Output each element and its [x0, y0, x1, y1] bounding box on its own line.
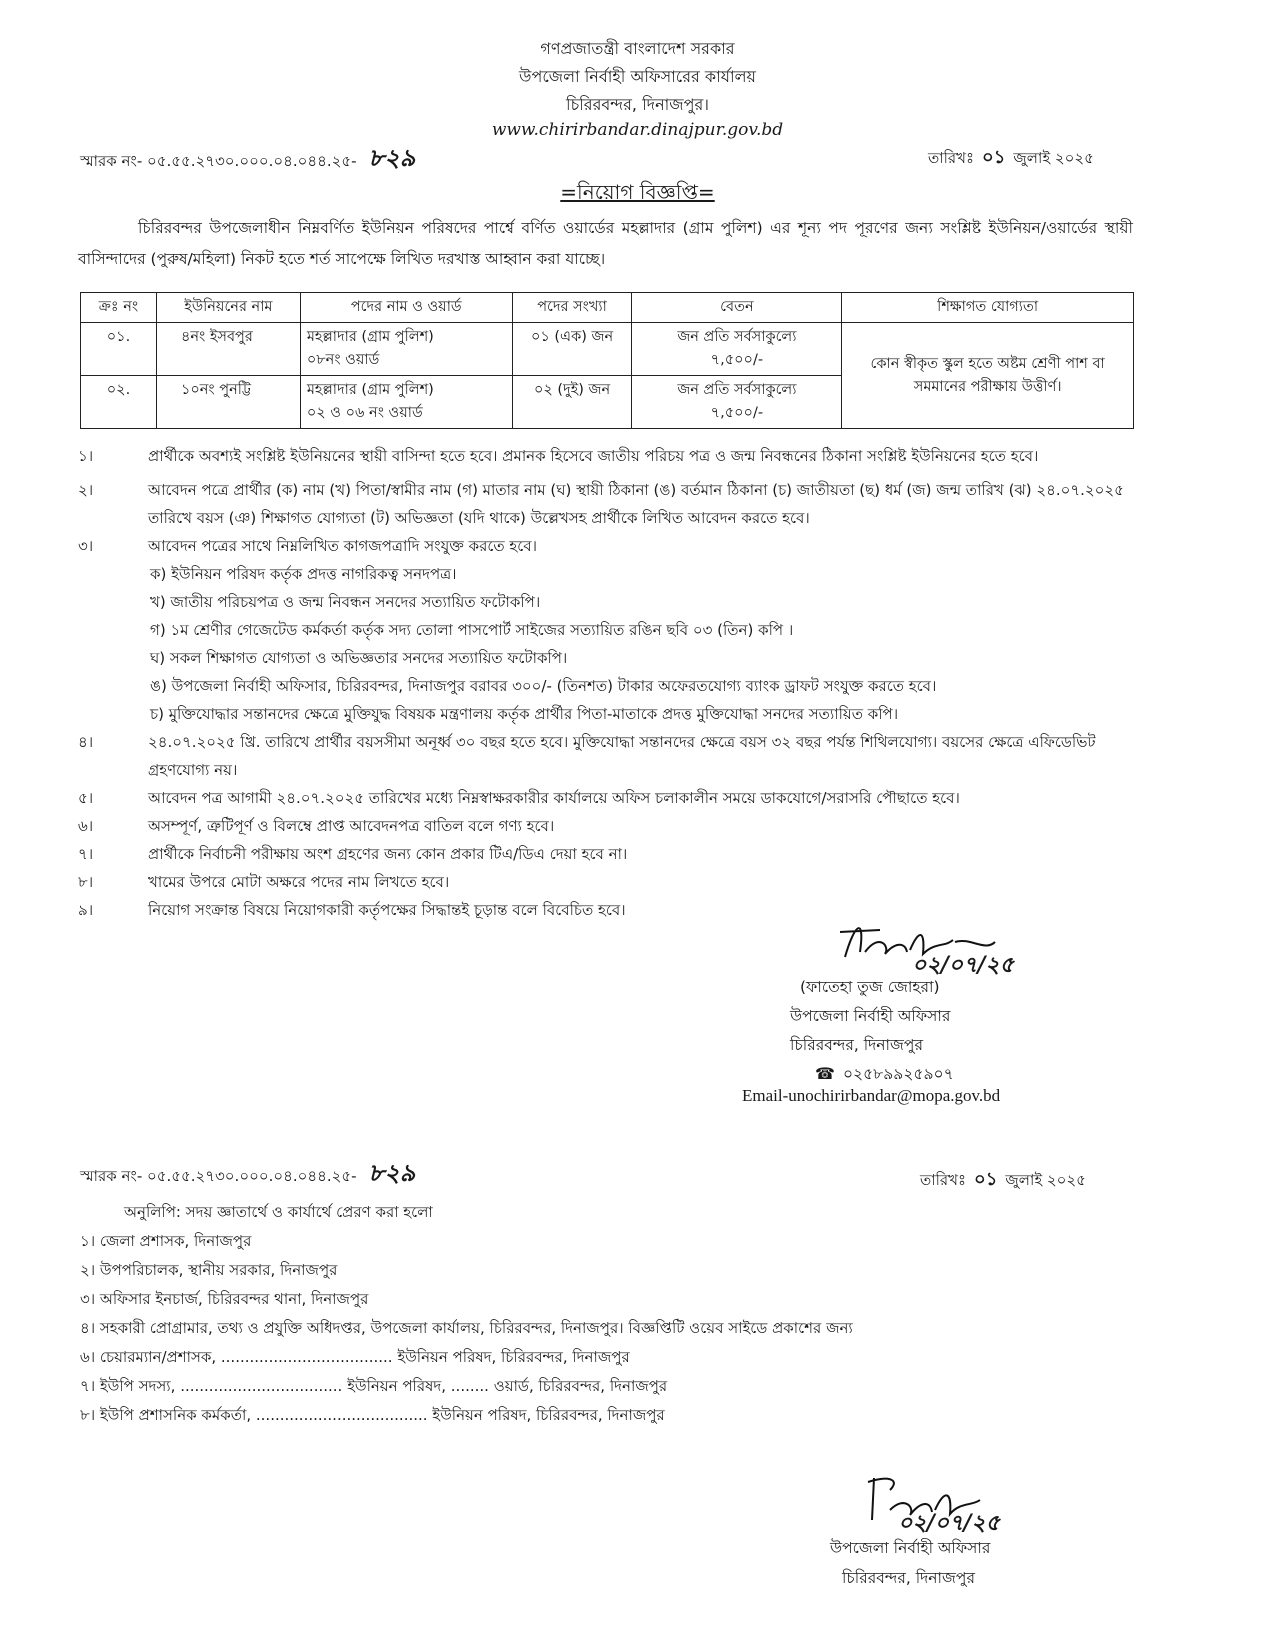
website-link[interactable]: www.chirirbandar.dinajpur.gov.bd: [491, 120, 784, 140]
copy-item: ৭। ইউপি সদস্য, .................................. ইউনিয়ন পরিষদ, ........ ওয়ার্ড, চিরিরবন্দর, দিনাজপুর: [80, 1377, 668, 1395]
copy-ref-handwritten: ৮২৯: [368, 1158, 416, 1187]
condition-text: আবেদন পত্রের সাথে নিম্নলিখিত কাগজপত্রাদি সংযুক্ত করতে হবে।: [148, 537, 538, 555]
govt-name: গণপ্রজাতন্ত্রী বাংলাদেশ সরকার: [540, 39, 735, 58]
phone-number: ০২৫৮৯৯২৫৯০৭: [842, 1065, 954, 1083]
condition-number: ৬।: [78, 817, 94, 835]
post-name: মহল্লাদার (গ্রাম পুলিশ): [306, 382, 434, 398]
signatory-phone: [815, 1059, 954, 1089]
cell-post: [300, 376, 512, 429]
col-header-post: পদের নাম ও ওয়ার্ড: [300, 293, 512, 323]
vacancy-table: [80, 292, 1134, 429]
condition-number: ৯।: [78, 901, 94, 919]
attachment-item: ক) ইউনিয়ন পরিষদ কর্তৃক প্রদত্ত নাগরিকত্ব সনদপত্র।: [150, 565, 457, 583]
signatory-email[interactable]: Email-unochirirbandar@mopa.gov.bd: [742, 1086, 1001, 1105]
col-header-count: পদের সংখ্যা: [512, 293, 632, 323]
post-ward: ০৮নং ওয়ার্ড: [306, 352, 380, 368]
attachment-item: ঙ) উপজেলা নির্বাহী অফিসার, চিরিরবন্দর, দিনাজপুর বরাবর ৩০০/- (তিনশত) টাকার অফেরতযোগ্য ব্যাংক ড্রাফট সংযুক্ত করতে হবে।: [150, 677, 937, 695]
condition-text: আবেদন পত্রে প্রার্থীর (ক) নাম (খ) পিতা/স্বামীর নাম (গ) মাতার নাম (ঘ) স্থায়ী ঠিকানা (ঙ) বর্তমান ঠিকানা (চ) জাতীয়তা (ছ) ধর্ম (জ) জন্ম তারিখ (ঝ) ২৪.০৭.২০২৫ তারিখে বয়স (ঞ) শিক্ষাগত যোগ্যতা (ট) অভিজ্ঞতা (যদি থাকে) উল্লেখসহ প্রার্থীকে লিখিত আবেদন করতে হবে।: [148, 481, 1124, 527]
memo-ref-handwritten: ৮২৯: [368, 143, 416, 172]
salary-label: জন প্রতি সর্বসাকুল্যে: [677, 329, 797, 345]
condition-text: নিয়োগ সংক্রান্ত বিষয়ে নিয়োগকারী কর্তৃপক্ষের সিদ্ধান্তই চূড়ান্ত বলে বিবেচিত হবে।: [148, 901, 626, 919]
condition-item: [78, 784, 1138, 812]
memo-date-rest: জুলাই ২০২৫: [1013, 149, 1094, 167]
cell-union: ৪নং ইসবপুর: [156, 323, 300, 376]
condition-number: ৩।: [78, 537, 94, 555]
cell-salary: [632, 323, 842, 376]
cell-post: [300, 323, 512, 376]
conditions-list: [78, 442, 1138, 924]
post-ward: ০২ ও ০৬ নং ওয়ার্ড: [306, 405, 423, 421]
col-header-salary: বেতন: [632, 293, 842, 323]
salary-amount: ৭,৫০০/-: [710, 405, 764, 421]
table-row: [81, 323, 1134, 376]
memo-date: [928, 143, 1094, 174]
col-header-sl: ক্রঃ নং: [81, 293, 157, 323]
condition-number: ১।: [78, 447, 94, 465]
cell-sl: ০২.: [81, 376, 157, 429]
copy-date-label: তারিখঃ: [920, 1171, 966, 1189]
signatory-office: চিরিরবন্দর, দিনাজপুর: [790, 1036, 923, 1054]
attachment-item: চ) মুক্তিযোদ্ধার সন্তানদের ক্ষেত্রে মুক্তিযুদ্ধ বিষয়ক মন্ত্রণালয় কর্তৃক প্রার্থীর পিতা-মাতাকে প্রদত্ত মুক্তিযোদ্ধা সনদের সত্যায়িত কপি।: [150, 705, 899, 723]
copy-intro: অনুলিপি: সদয় জ্ঞাতার্থে ও কার্যার্থে প্রেরণ করা হলো: [124, 1203, 433, 1221]
condition-item: [78, 442, 1138, 470]
condition-text: অসম্পূর্ণ, ত্রুটিপূর্ণ ও বিলম্বে প্রাপ্ত আবেদনপত্র বাতিল বলে গণ্য হবে।: [148, 817, 555, 835]
condition-text: ২৪.০৭.২০২৫ খ্রি. তারিখে প্রার্থীর বয়সসীমা অনূর্ধ্ব ৩০ বছর হতে হবে। মুক্তিযোদ্ধা সন্তানদের ক্ষেত্রে বয়স ৩২ বছর পর্যন্ত শিথিলযোগ্য। বয়সের ক্ষেত্রে এফিডেভিট গ্রহণযোগ্য নয়।: [148, 733, 1096, 779]
copy-item: ২। উপপরিচালক, স্থানীয় সরকার, দিনাজপুর: [80, 1261, 338, 1279]
copy-date-rest: জুলাই ২০২৫: [1005, 1171, 1086, 1189]
col-header-qualification: শিক্ষাগত যোগ্যতা: [842, 293, 1134, 323]
signature-date-2: ০২/০৭/২৫: [898, 1510, 1000, 1536]
condition-text: আবেদন পত্র আগামী ২৪.০৭.২০২৫ তারিখের মধ্যে নিম্নস্বাক্ষরকারীর কার্যালয়ে অফিস চলাকালীন সময়ে ডাকযোগে/সরাসরি পৌছাতে হবে।: [148, 789, 960, 807]
copy-item: ৮। ইউপি প্রশাসনিক কর্মকর্তা, .................................... ইউনিয়ন পরিষদ, চিরিরবন্দর, দিনাজপুর: [80, 1406, 665, 1424]
post-name: মহল্লাদার (গ্রাম পুলিশ): [306, 329, 434, 345]
cell-count: ০২ (দুই) জন: [512, 376, 632, 429]
salary-amount: ৭,৫০০/-: [710, 352, 764, 368]
condition-number: ৮।: [78, 873, 94, 891]
copy-date-day: ০১: [974, 1169, 998, 1190]
copy-memo-ref: [80, 1155, 415, 1195]
condition-number: ৭।: [78, 845, 94, 863]
condition-text: প্রার্থীকে নির্বাচনী পরীক্ষায় অংশ গ্রহণের জন্য কোন প্রকার টিএ/ডিএ দেয়া হবে না।: [148, 845, 628, 863]
page-title: =নিয়োগ বিজ্ঞপ্তি=: [560, 180, 715, 204]
signature-date: ০২/০৭/২৫: [912, 952, 1014, 978]
condition-item: [78, 476, 1138, 532]
copy-signatory-office: চিরিরবন্দর, দিনাজপুর: [842, 1569, 975, 1587]
copy-list: [80, 1227, 1180, 1430]
cell-salary: [632, 376, 842, 429]
memo-ref: [80, 140, 415, 180]
cell-union: ১০নং পুনট্টি: [156, 376, 300, 429]
condition-text: খামের উপরে মোটা অক্ষরে পদের নাম লিখতে হবে।: [148, 873, 450, 891]
copy-memo-date: [920, 1165, 1086, 1196]
office-location: চিরিরবন্দর, দিনাজপুর।: [566, 95, 709, 114]
attachment-item: ঘ) সকল শিক্ষাগত যোগ্যতা ও অভিজ্ঞতার সনদের সত্যায়িত ফটোকপি।: [150, 649, 568, 667]
signatory-name: (ফাতেহা তুজ জোহরা): [800, 978, 940, 996]
condition-text: প্রার্থীকে অবশ্যই সংশ্লিষ্ট ইউনিয়নের স্থায়ী বাসিন্দা হতে হবে। প্রমানক হিসেবে জাতীয় পরিচয় পত্র ও জন্ম নিবন্ধনের ঠিকানা সংশ্লিষ্ট ইউনিয়নের হতে হবে।: [148, 447, 1039, 465]
cell-qualification: কোন স্বীকৃত স্কুল হতে অষ্টম শ্রেণী পাশ বা সমমানের পরীক্ষায় উত্তীর্ণ।: [842, 323, 1134, 429]
memo-date-label: তারিখঃ: [928, 149, 974, 167]
copy-item: ৬। চেয়ারম্যান/প্রশাসক, .................................... ইউনিয়ন পরিষদ, চিরিরবন্দর, দিনাজপুর: [80, 1348, 630, 1366]
office-name: উপজেলা নির্বাহী অফিসারের কার্যালয়: [519, 67, 756, 86]
condition-item: [78, 812, 1138, 840]
copy-item: ৩। অফিসার ইনচার্জ, চিরিরবন্দর থানা, দিনাজপুর: [80, 1290, 369, 1308]
signatory-designation: উপজেলা নির্বাহী অফিসার: [790, 1007, 951, 1025]
copy-signatory-designation: উপজেলা নির্বাহী অফিসার: [830, 1539, 991, 1557]
copy-item: ১। জেলা প্রশাসক, দিনাজপুর: [80, 1232, 252, 1250]
salary-label: জন প্রতি সর্বসাকুল্যে: [677, 382, 797, 398]
cell-count: ০১ (এক) জন: [512, 323, 632, 376]
condition-item: [78, 532, 1138, 560]
memo-ref-label: স্মারক নং- ০৫.৫৫.২৭৩০.০০০.০৪.০৪৪.২৫-: [80, 152, 357, 170]
condition-item: [78, 840, 1138, 868]
copy-ref-label: স্মারক নং- ০৫.৫৫.২৭৩০.০০০.০৪.০৪৪.২৫-: [80, 1167, 357, 1185]
memo-date-day: ০১: [982, 147, 1006, 168]
condition-number: ৪।: [78, 733, 94, 751]
condition-item: [78, 728, 1138, 784]
attachment-item: খ) জাতীয় পরিচয়পত্র ও জন্ম নিবন্ধন সনদের সত্যায়িত ফটোকপি।: [150, 593, 541, 611]
condition-number: ৫।: [78, 789, 94, 807]
copy-item: ৪। সহকারী প্রোগ্রামার, তথ্য ও প্রযুক্তি অধিদপ্তর, উপজেলা কার্যালয়, চিরিরবন্দর, দিনাজপুর। বিজ্ঞপ্তিটি ওয়েব সাইডে প্রকাশের জন্য: [80, 1319, 853, 1337]
cell-sl: ০১.: [81, 323, 157, 376]
table-header-row: [81, 293, 1134, 323]
condition-item: [78, 868, 1138, 896]
col-header-union: ইউনিয়নের নাম: [156, 293, 300, 323]
intro-paragraph: চিরিরবন্দর উপজেলাধীন নিম্নবর্ণিত ইউনিয়ন পরিষদের পার্শ্বে বর্ণিত ওয়ার্ডের মহল্লাদার (গ্রাম পুলিশ) এর শূন্য পদ পূরণের জন্য সংশ্লিষ্ট ইউনিয়ন/ওয়ার্ডের স্থায়ী বাসিন্দাদের (পুরুষ/মহিলা) নিকট হতে শর্ত সাপেক্ষে লিখিত দরখাস্ত আহ্বান করা যাচ্ছে।: [78, 219, 1133, 268]
attachment-item: গ) ১ম শ্রেণীর গেজেটেড কর্মকর্তা কর্তৃক সদ্য তোলা পাসপোর্ট সাইজের সত্যায়িত রঙিন ছবি ০৩ (তিন) কপি ।: [150, 621, 794, 639]
condition-number: ২।: [78, 481, 94, 499]
phone-icon: ☎: [815, 1064, 835, 1083]
